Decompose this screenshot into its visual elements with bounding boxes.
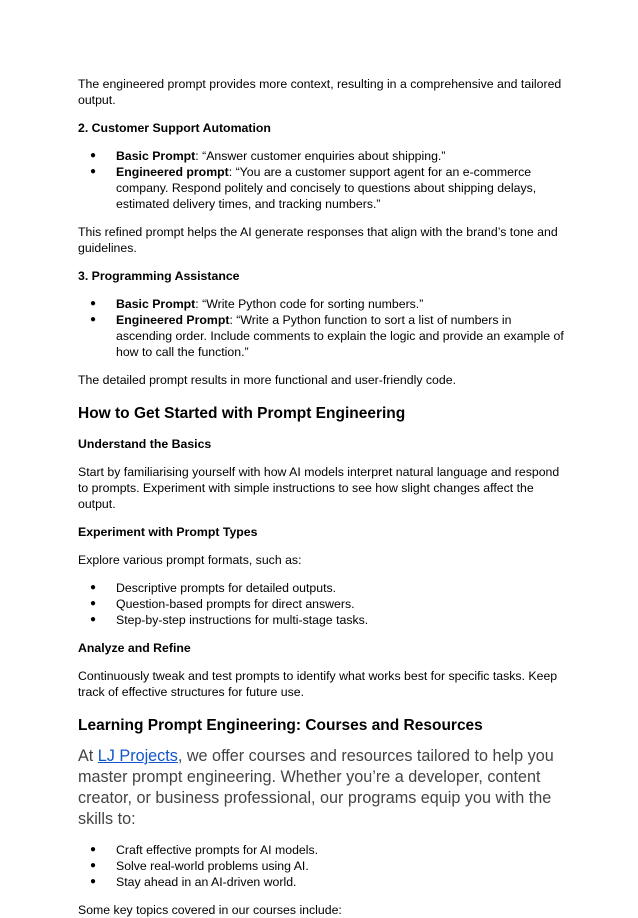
bullet-icon: ●	[90, 598, 97, 609]
subheading-analyze-refine: Analyze and Refine	[78, 641, 191, 655]
bullet-icon: ●	[90, 876, 97, 887]
prompt-types-list	[78, 580, 568, 628]
basic-prompt-text: : “Write Python code for sorting numbers.”	[195, 297, 424, 311]
programming-summary: The detailed prompt results in more functional and user-friendly code.	[78, 373, 456, 387]
section-title-programming: 3. Programming Assistance	[78, 269, 240, 283]
subheading-prompt-types: Experiment with Prompt Types	[78, 525, 258, 539]
heading-learning: Learning Prompt Engineering: Courses and Resources	[78, 717, 483, 734]
learning-lead-paragraph	[78, 746, 568, 830]
bullet-icon: ●	[90, 844, 97, 855]
bullet-icon: ●	[90, 166, 97, 177]
bullet-icon: ●	[90, 150, 97, 161]
list-item-text: Stay ahead in an AI-driven world.	[116, 875, 297, 889]
intro-paragraph: The engineered prompt provides more context, resulting in a comprehensive and tailored output.	[78, 77, 562, 107]
bullet-icon: ●	[90, 582, 97, 593]
bullet-icon: ●	[90, 614, 97, 625]
refine-paragraph: Continuously tweak and test prompts to identify what works best for specific tasks. Keep track of effective structures for future use.	[78, 669, 558, 699]
list-item	[78, 312, 568, 360]
list-item	[78, 296, 568, 312]
list-item-text: Solve real-world problems using AI.	[116, 859, 309, 873]
list-item-text: Step-by-step instructions for multi-stage tasks.	[116, 613, 369, 627]
programming-list	[78, 296, 568, 360]
subheading-basics: Understand the Basics	[78, 437, 212, 451]
list-item-text: Craft effective prompts for AI models.	[116, 843, 319, 857]
section-title-customer-support: 2. Customer Support Automation	[78, 121, 271, 135]
engineered-prompt-text: : “Write a Python function to sort a list of numbers in ascending order. Include comments to explain the logic and provide an example of how to call the function.”	[116, 313, 564, 359]
list-item	[78, 874, 568, 890]
basic-prompt-text: : “Answer customer enquiries about shipping.”	[195, 149, 446, 163]
bullet-icon: ●	[90, 314, 97, 325]
bullet-icon: ●	[90, 860, 97, 871]
lead-rest: , we offer courses and resources tailored to help you master prompt engineering. Whether you’re a developer, content creator, or business professional, our programs equip you with the skills to:	[78, 747, 554, 828]
lead-prefix: At	[78, 747, 98, 765]
basics-paragraph: Start by familiarising yourself with how AI models interpret natural language and respond to prompts. Experiment with simple instructions to see how slight changes affect the output.	[78, 465, 560, 511]
basic-prompt-label: Basic Prompt	[116, 297, 196, 311]
basic-prompt-label: Basic Prompt	[116, 149, 196, 163]
heading-getting-started: How to Get Started with Prompt Engineering	[78, 405, 406, 422]
list-item	[78, 164, 568, 212]
lj-projects-link[interactable]: LJ Projects	[97, 747, 178, 765]
prompt-types-intro: Explore various prompt formats, such as:	[78, 553, 302, 567]
customer-support-list	[78, 148, 568, 212]
list-item	[78, 596, 568, 612]
list-item	[78, 858, 568, 874]
list-item	[78, 842, 568, 858]
list-item-text: Question-based prompts for direct answers.	[116, 597, 355, 611]
document-page	[78, 76, 568, 918]
closing-paragraph: Some key topics covered in our courses include:	[78, 903, 342, 917]
engineered-prompt-label: Engineered prompt	[116, 165, 229, 179]
customer-support-summary: This refined prompt helps the AI generate responses that align with the brand’s tone and guidelines.	[78, 225, 558, 255]
engineered-prompt-text: : “You are a customer support agent for an e-commerce company. Respond politely and concisely to questions about shipping delays, estimated delivery times, and tracking numbers.”	[116, 165, 537, 211]
engineered-prompt-label: Engineered Prompt	[116, 313, 230, 327]
list-item	[78, 580, 568, 596]
list-item-text: Descriptive prompts for detailed outputs.	[116, 581, 337, 595]
bullet-icon: ●	[90, 298, 97, 309]
list-item	[78, 148, 568, 164]
list-item	[78, 612, 568, 628]
skills-list	[78, 842, 568, 890]
